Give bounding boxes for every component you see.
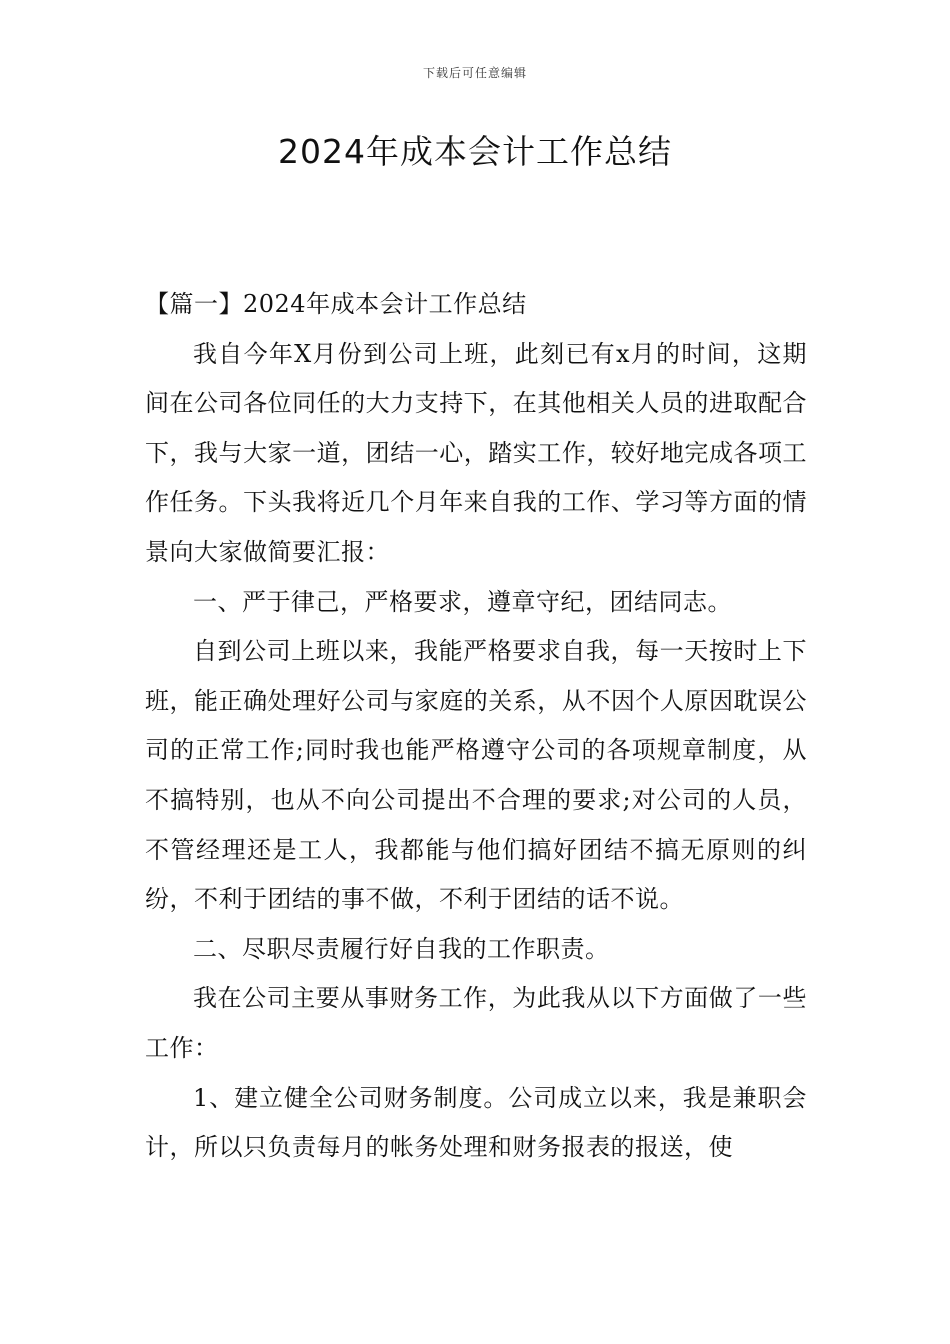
header-note: 下载后可任意编辑 bbox=[422, 66, 527, 80]
paragraph-point-two: 二、尽职尽责履行好自我的工作职责。 bbox=[193, 934, 610, 963]
paragraph-finance-work: 我在公司主要从事财务工作，为此我从以下方面做了一些工作： bbox=[145, 984, 807, 1062]
document-body bbox=[145, 280, 807, 1173]
paragraph-discipline: 自到公司上班以来，我能严格要求自我，每一天按时上下班，能正确处理好公司与家庭的关系，从不因个人原因耽误公司的正常工作;同时我也能严格遵守公司的各项规章制度，从不搞特别，也从不向公司提出不合理的要求;对公司的人员，不管经理还是工人，我都能与他们搞好团结不搞无原则的纠纷，不利于团结的事不做，不利于团结的话不说。 bbox=[145, 637, 807, 914]
section-heading: 【篇一】2024年成本会计工作总结 bbox=[145, 290, 527, 318]
paragraph-item-one: 1、建立健全公司财务制度。公司成立以来，我是兼职会计，所以只负责每月的帐务处理和财务报表的报送，使 bbox=[145, 1083, 807, 1162]
paragraph-intro: 我自今年X月份到公司上班，此刻已有x月的时间，这期间在公司各位同任的大力支持下，在其他相关人员的进取配合下，我与大家一道，团结一心，踏实工作，较好地完成各项工作任务。下头我将近几个月年来自我的工作、学习等方面的情景向大家做简要汇报： bbox=[145, 339, 807, 566]
paragraph-point-one: 一、严于律己，严格要求，遵章守纪，团结同志。 bbox=[193, 587, 732, 616]
document-title: 2024年成本会计工作总结 bbox=[278, 132, 672, 171]
